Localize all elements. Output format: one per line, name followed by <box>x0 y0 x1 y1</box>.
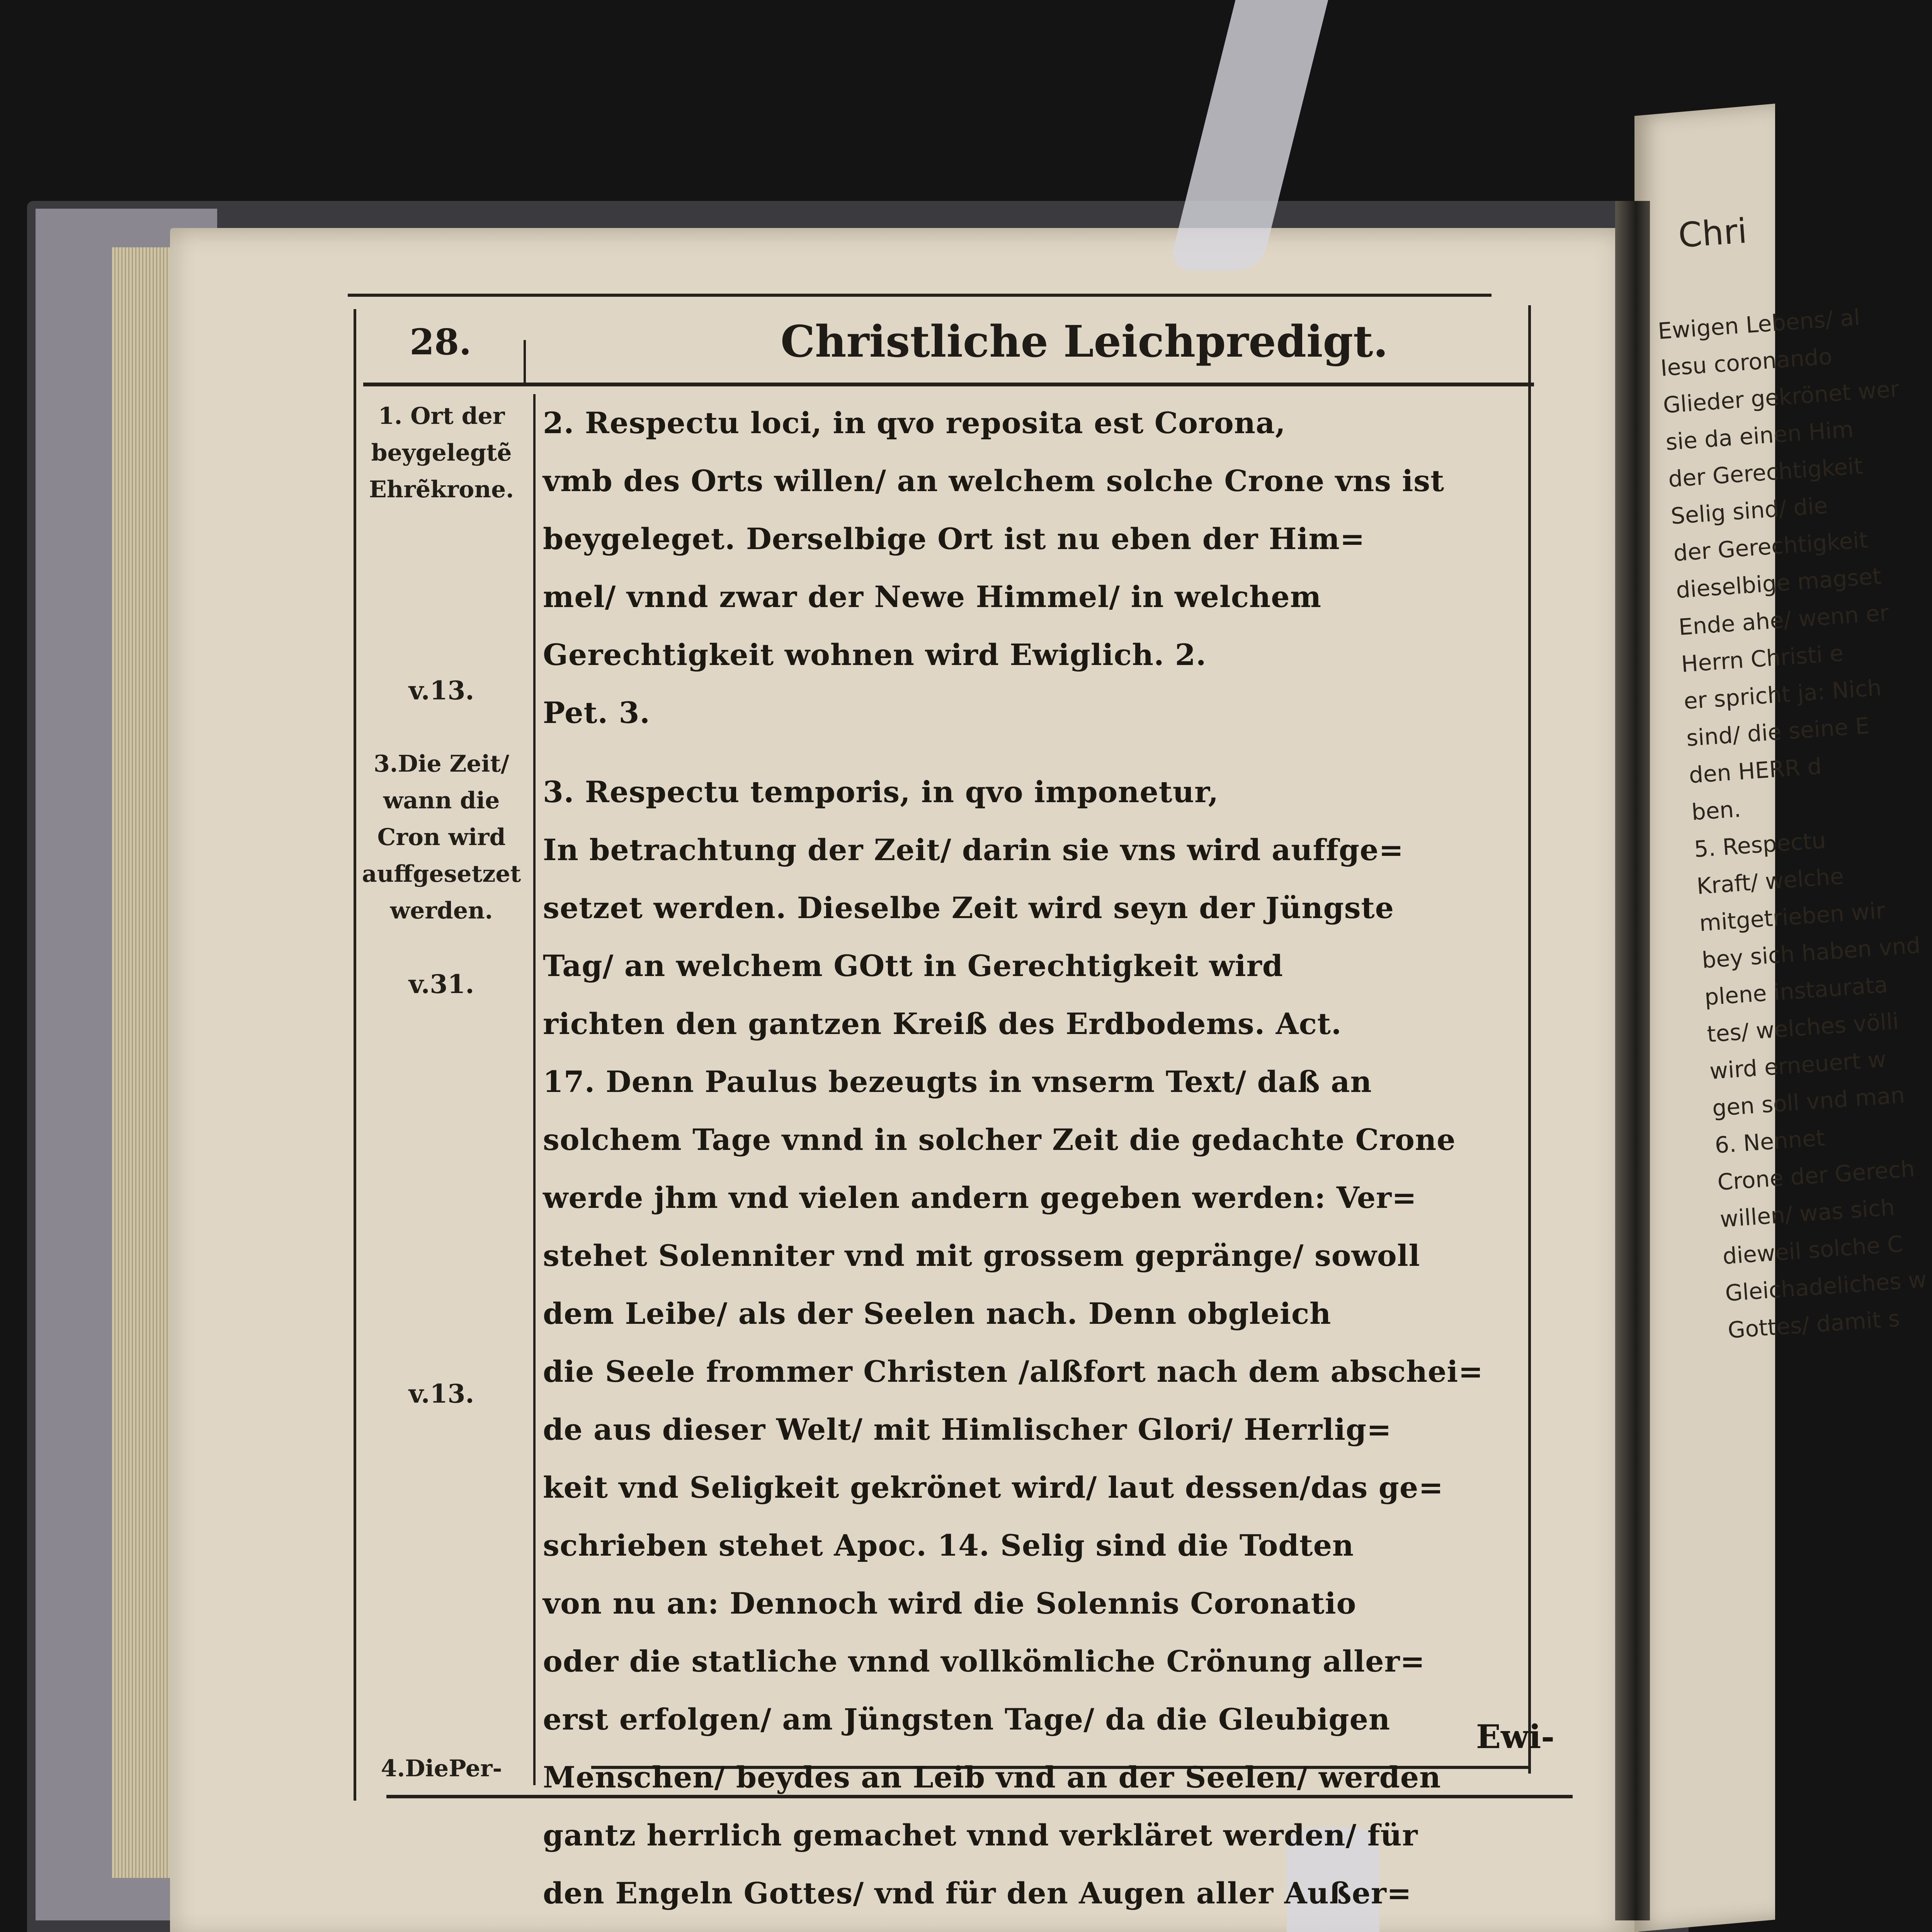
text-line: Pet. 3. <box>543 696 650 730</box>
facing-text-line: Gleichadeliches w <box>1724 1266 1928 1307</box>
text-line <box>543 1922 1544 1932</box>
facing-text-line: er spricht ja: Nich <box>1683 674 1883 714</box>
facing-text-line: mitgetrieben wir <box>1698 897 1886 937</box>
facing-text-line: Iesu coronando <box>1660 343 1833 381</box>
facing-text-line: Kraft/ welche <box>1696 863 1845 900</box>
facing-text-line: plene instaurata <box>1703 971 1889 1010</box>
facing-text-line: ben. <box>1690 796 1742 826</box>
facing-text-line: Glieder gekrönet wer <box>1662 376 1900 418</box>
text-line: 17. Denn Paulus bezeugts in vnserm Text/ daß an <box>543 1065 1372 1099</box>
text-line: erst erfolgen/ am Jüngsten Tage/ da die Gleubigen <box>543 1702 1391 1736</box>
facing-text-line: den HERR d <box>1688 753 1823 789</box>
text-line: den Engeln Gottes/ vnd für den Augen aller Außer= <box>543 1876 1412 1910</box>
margin-note-line: Cron wird <box>377 824 506 851</box>
text-line: 2. Respectu loci, in qvo reposita est Corona, <box>543 406 1286 440</box>
margin-verse-ref <box>354 672 529 709</box>
text-line: schrieben stehet Apoc. 14. Selig sind die Todten <box>543 1528 1354 1563</box>
text-line: de aus dieser Welt/ mit Himlischer Glori/ Herrlig= <box>543 1412 1392 1447</box>
margin-note-line: 3.Die Zeit/ <box>374 750 509 777</box>
text-line: mel/ vnnd zwar der Newe Himmel/ in welchem <box>543 580 1321 614</box>
margin-note-line: 1. Ort der <box>378 403 505 430</box>
facing-text-line: Herrn Christi e <box>1680 639 1844 678</box>
text-line: von nu an: Dennoch wird die Solennis Coronatio <box>543 1586 1357 1621</box>
facing-text-line: willen/ was sich <box>1719 1194 1896 1233</box>
paragraph-gap <box>543 742 1544 763</box>
facing-text-line: der Gerechtigkeit <box>1672 526 1869 566</box>
text-line: Tag/ an welchem GOtt in Gerechtigkeit wird <box>543 949 1283 983</box>
facing-text-line: Ende ahe/ wenn er <box>1677 599 1890 641</box>
margin-note-person <box>354 1750 529 1787</box>
facing-text-line: 5. Respectu <box>1693 827 1827 862</box>
text-line: 3. Respectu temporis, in qvo imponetur, <box>543 775 1219 809</box>
facing-text-line: Crone der Gerech <box>1716 1155 1916 1196</box>
facing-text-line: 6. Nennet <box>1714 1124 1826 1159</box>
column-divider-rule <box>533 394 536 1785</box>
text-line: oder die statliche vnnd vollkömliche Crönung aller= <box>543 1644 1425 1679</box>
text-line: beygeleget. Derselbige Ort ist nu eben der Him= <box>543 522 1365 556</box>
text-line: werde jhm vnd vielen andern gegeben werden: Ver= <box>543 1180 1417 1215</box>
text-line: richten den gantzen Kreiß des Erdbodems. Act. <box>543 1007 1342 1041</box>
text-line: dem Leibe/ als der Seelen nach. Denn obgleich <box>543 1296 1332 1331</box>
text-line: gantz herrlich gemachet vnnd verkläret werden/ für <box>543 1818 1418 1852</box>
text-line: keit vnd Seligkeit gekrönet wird/ laut dessen/das ge= <box>543 1470 1444 1505</box>
facing-text-line: Gottes/ damit s <box>1727 1305 1901 1344</box>
margin-note-line: 4.DiePer- <box>381 1755 502 1782</box>
text-line: In betrachtung der Zeit/ darin sie vns wird auffge= <box>543 833 1404 867</box>
text-line: Menschen/ beydes an Leib vnd an der Seelen/ werden <box>543 1760 1441 1794</box>
text-line: die Seele frommer Christen /alßfort nach dem abschei= <box>543 1354 1483 1389</box>
facing-text-line: gen soll vnd man <box>1711 1082 1906 1122</box>
running-head-title: Christliche Leichpredigt. <box>781 316 1388 367</box>
margin-note-line: werden. <box>390 897 493 924</box>
frame-top-rule <box>348 294 1492 297</box>
head-underline-rule <box>363 383 1534 386</box>
text-line: vmb des Orts willen/ an welchem solche Crone vns ist <box>543 464 1445 498</box>
facing-text-line: der Gerechtigkeit <box>1667 452 1864 493</box>
margin-note-line: Ehrẽkrone. <box>369 476 514 503</box>
margin-note-line: v.31. <box>408 969 474 999</box>
facing-page-head: Chri <box>1677 211 1748 255</box>
text-line: setzet werden. Dieselbe Zeit wird seyn der Jüngste <box>543 891 1394 925</box>
outer-frame-rule <box>354 309 356 1801</box>
head-divider-rule <box>524 340 526 383</box>
margin-verse-ref <box>354 1376 529 1412</box>
page-number: 28. <box>410 321 472 363</box>
margin-verse-ref <box>354 966 529 1003</box>
margin-note-line: auffgesetzet <box>362 861 521 888</box>
margin-note-line: v.13. <box>408 675 474 706</box>
facing-text-line: tes/ welches völli <box>1706 1008 1900 1048</box>
text-line: Gerechtigkeit wohnen wird Ewiglich. 2. <box>543 638 1207 672</box>
margin-note-time <box>354 746 529 929</box>
text-line: stehet Solenniter vnd mit grossem gepränge/ sowoll <box>543 1238 1420 1273</box>
catchword: Ewi- <box>1476 1718 1555 1756</box>
facing-text-line: bey sich haben vnd <box>1701 932 1922 974</box>
facing-text-line: wird erneuert w <box>1709 1046 1887 1085</box>
facing-text-line: Ewigen Lebens/ al <box>1657 304 1861 345</box>
body-text <box>543 394 1544 1932</box>
margin-note-line: wann die <box>383 787 500 814</box>
margin-note-line: v.13. <box>408 1379 474 1409</box>
facing-text-line: dieweil solche C <box>1721 1230 1904 1270</box>
facing-text-line: sind/ die seine E <box>1685 712 1871 752</box>
facing-text-line: dieselbige magset <box>1675 563 1882 604</box>
margin-note-line: beygelegtẽ <box>371 439 512 466</box>
text-line: solchem Tage vnnd in solcher Zeit die gedachte Crone <box>543 1122 1456 1157</box>
book-gutter <box>1615 201 1650 1920</box>
facing-text-line: Selig sind/ die <box>1670 492 1829 530</box>
margin-note-place <box>354 398 529 508</box>
facing-text-line: sie da einen Him <box>1665 416 1854 456</box>
